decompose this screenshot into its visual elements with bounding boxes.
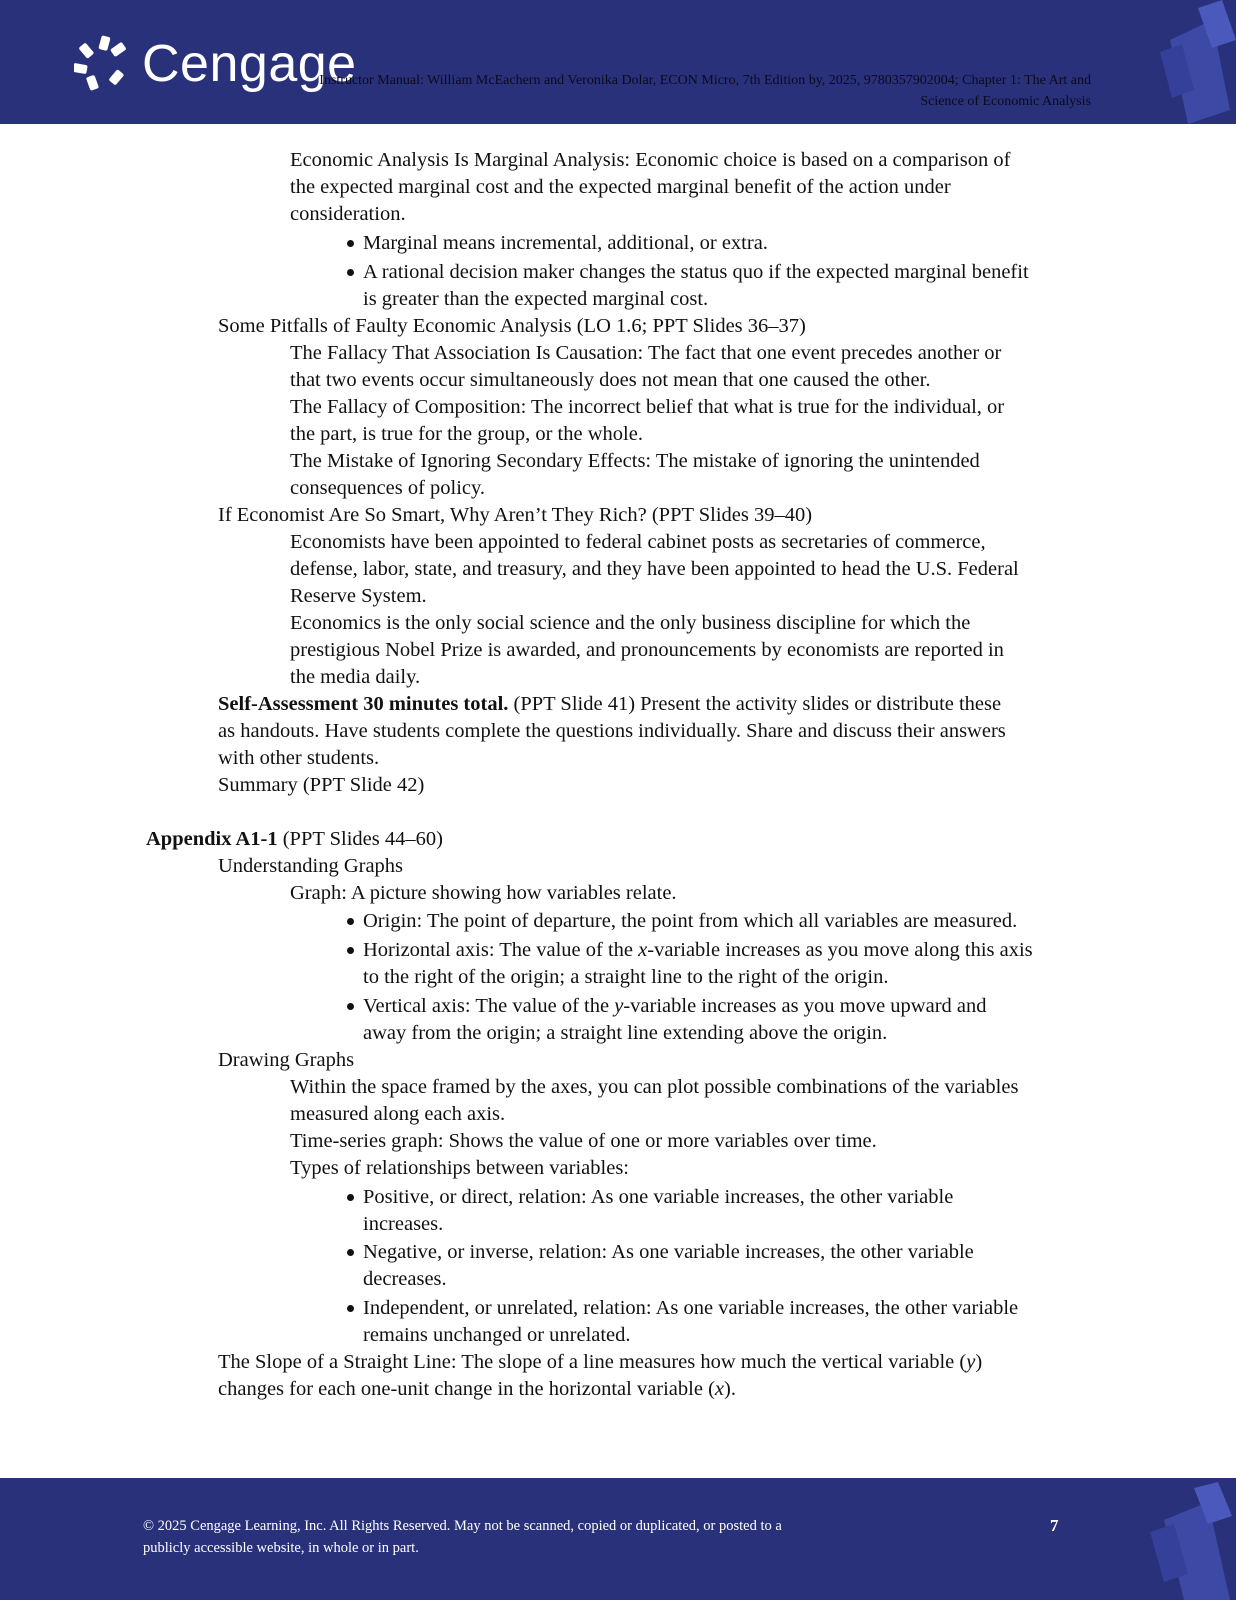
text-span: changes for each one-unit change in the horizontal variable ( — [218, 1378, 715, 1400]
decorative-blocks-graphic — [1150, 1482, 1236, 1600]
section-heading: Drawing Graphs — [218, 1049, 355, 1071]
text-line: Economic Analysis Is Marginal Analysis: Economic choice is based on a comparison of — [290, 149, 1011, 171]
text-line — [363, 996, 987, 1017]
text-line: increases. — [363, 1213, 444, 1235]
text-line: Reserve System. — [290, 585, 427, 607]
page-header — [0, 0, 1236, 124]
bullet-icon — [347, 947, 354, 954]
brand-name: Cengage — [142, 35, 357, 93]
section-heading: Summary (PPT Slide 42) — [218, 774, 425, 796]
text-line: is greater than the expected marginal cost. — [363, 288, 709, 310]
text-line: Origin: The point of departure, the point from which all variables are measured. — [363, 910, 1018, 932]
text-line — [218, 1379, 736, 1400]
text-line: the media daily. — [290, 666, 421, 688]
text-span: -variable increases as you move upward and — [623, 995, 987, 1017]
text-line: Marginal means incremental, additional, or extra. — [363, 232, 768, 254]
text-span: ) — [975, 1351, 983, 1373]
text-span: (PPT Slides 44–60) — [277, 828, 443, 850]
text-line: that two events occur simultaneously does not mean that one caused the other. — [290, 369, 931, 391]
text-line: decreases. — [363, 1268, 447, 1290]
text-line: Independent, or unrelated, relation: As one variable increases, the other variable — [363, 1297, 1019, 1319]
text-line: measured along each axis. — [290, 1103, 506, 1125]
text-span: Horizontal axis: The value of the — [363, 939, 639, 961]
text-line — [363, 940, 1033, 961]
appendix-heading — [146, 829, 443, 850]
text-line: Negative, or inverse, relation: As one variable increases, the other variable — [363, 1241, 974, 1263]
bullet-icon — [347, 1003, 354, 1010]
header-title-line-1: Instructor Manual: William McEachern and Veronika Dolar, ECON Micro, 7th Edition by, 2025, 9780357902004; Chapter 1: The Art and — [319, 73, 1091, 88]
bold-lead: Appendix A1-1 — [146, 828, 278, 850]
text-line: Time-series graph: Shows the value of one or more variables over time. — [290, 1130, 877, 1152]
text-line: the expected marginal cost and the expected marginal benefit of the action under — [290, 176, 951, 198]
text-line: to the right of the origin; a straight line to the right of the origin. — [363, 966, 889, 988]
text-line: The Mistake of Ignoring Secondary Effects: The mistake of ignoring the unintended — [290, 450, 980, 472]
text-line: away from the origin; a straight line extending above the origin. — [363, 1022, 888, 1044]
text-span: The Slope of a Straight Line: The slope of a line measures how much the vertical variable ( — [218, 1351, 967, 1373]
bullet-icon — [347, 240, 354, 247]
text-span: -variable increases as you move along this axis — [647, 939, 1033, 961]
text-span: (PPT Slide 41) Present the activity slides or distribute these — [508, 693, 1002, 715]
text-line: Graph: A picture showing how variables relate. — [290, 882, 677, 904]
text-line: defense, labor, state, and treasury, and they have been appointed to head the U.S. Federal — [290, 558, 1019, 580]
variable-y: y — [966, 1351, 976, 1373]
decorative-blocks-graphic — [1160, 0, 1236, 124]
text-line: Types of relationships between variables: — [290, 1157, 629, 1179]
text-line — [218, 694, 1001, 715]
text-line: remains unchanged or unrelated. — [363, 1324, 631, 1346]
variable-x: x — [638, 939, 648, 961]
text-line: The Fallacy of Composition: The incorrect belief that what is true for the individual, or — [290, 396, 1005, 418]
text-span: ). — [724, 1378, 736, 1400]
section-heading: Some Pitfalls of Faulty Economic Analysis (LO 1.6; PPT Slides 36–37) — [218, 315, 806, 337]
text-line: Economics is the only social science and the only business discipline for which the — [290, 612, 971, 634]
text-line: consideration. — [290, 203, 406, 225]
section-heading: Understanding Graphs — [218, 855, 404, 877]
text-line: Positive, or direct, relation: As one variable increases, the other variable — [363, 1186, 954, 1208]
text-line: Within the space framed by the axes, you can plot possible combinations of the variables — [290, 1076, 1019, 1098]
text-line: A rational decision maker changes the status quo if the expected marginal benefit — [363, 261, 1029, 283]
text-line: as handouts. Have students complete the questions individually. Share and discuss their answers — [218, 720, 1006, 742]
bullet-icon — [347, 1249, 354, 1256]
text-line: the part, is true for the group, or the whole. — [290, 423, 643, 445]
bullet-icon — [347, 1305, 354, 1312]
header-title-line-2: Science of Economic Analysis — [920, 94, 1091, 109]
cengage-logo-icon — [74, 34, 134, 94]
variable-y: y — [614, 995, 624, 1017]
text-line: with other students. — [218, 747, 380, 769]
copyright-notice — [143, 1515, 782, 1559]
text-line: Economists have been appointed to federal cabinet posts as secretaries of commerce, — [290, 531, 986, 553]
copyright-line-1: © 2025 Cengage Learning, Inc. All Rights Reserved. May not be scanned, copied or duplicated, or posted to a — [143, 1518, 782, 1534]
text-line: prestigious Nobel Prize is awarded, and pronouncements by economists are reported in — [290, 639, 1004, 661]
section-heading: If Economist Are So Smart, Why Aren’t They Rich? (PPT Slides 39–40) — [218, 504, 813, 526]
bullet-icon — [347, 269, 354, 276]
bullet-icon — [347, 1194, 354, 1201]
copyright-line-2: publicly accessible website, in whole or in part. — [143, 1540, 419, 1556]
page-number: 7 — [1050, 1516, 1059, 1535]
variable-x: x — [714, 1378, 725, 1400]
cengage-logo — [74, 32, 357, 96]
text-line: consequences of policy. — [290, 477, 486, 499]
text-line — [218, 1352, 982, 1373]
bold-lead: Self-Assessment 30 minutes total. — [218, 693, 509, 715]
bullet-icon — [347, 918, 354, 925]
text-line: The Fallacy That Association Is Causation: The fact that one event precedes another or — [290, 342, 1002, 364]
text-span: Vertical axis: The value of the — [363, 995, 615, 1017]
